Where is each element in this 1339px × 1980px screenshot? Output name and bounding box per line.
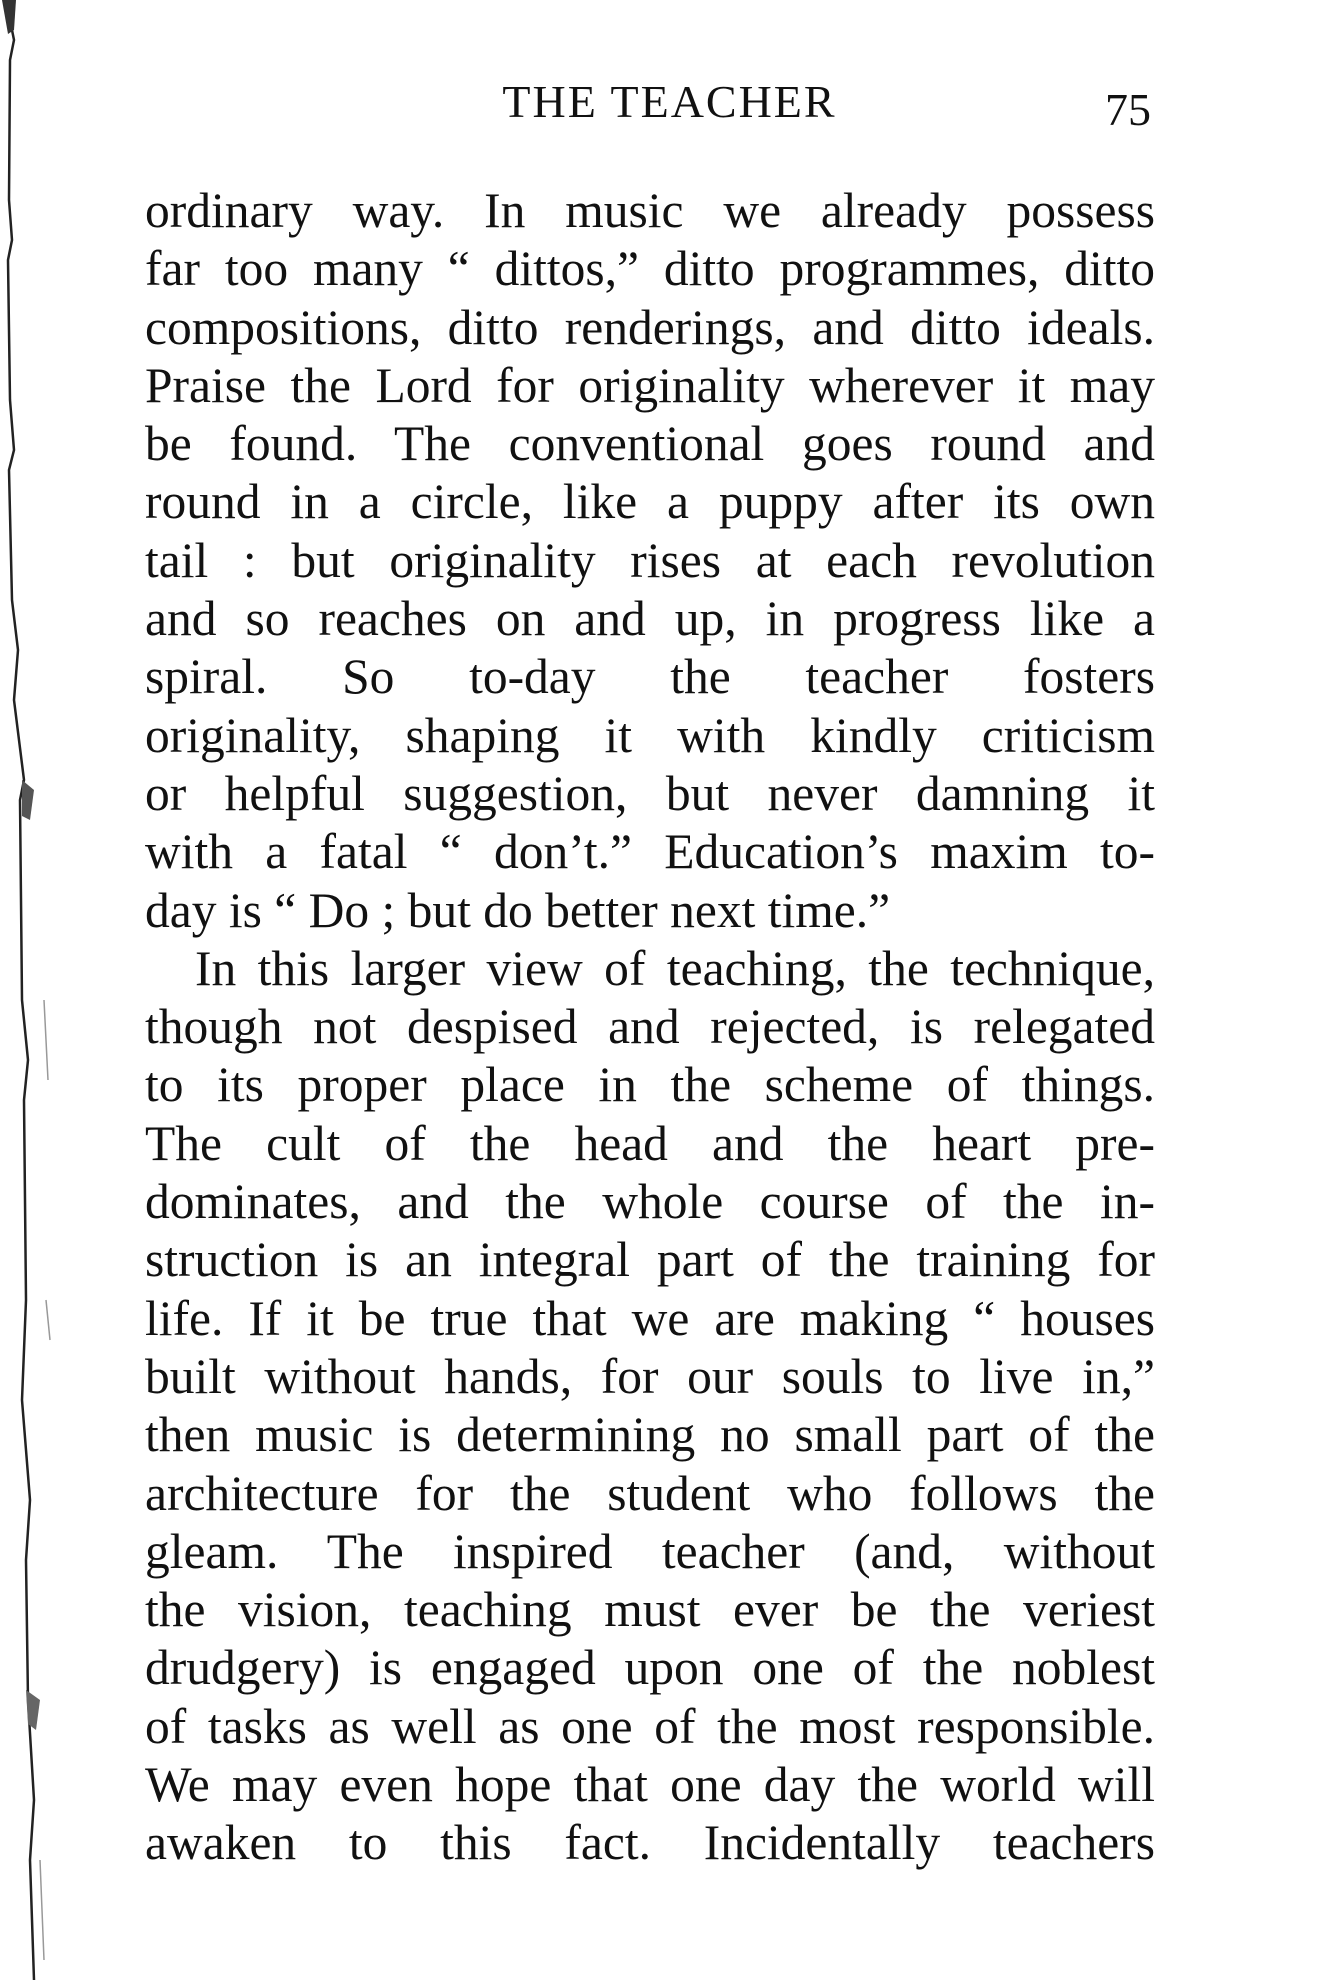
text-line: The cult of the head and the heart pre-	[145, 1115, 1155, 1171]
text-line: awaken to this fact. Incidentally teachers	[145, 1815, 1155, 1871]
body-text	[145, 182, 1155, 1873]
text-line: tail : but originality rises at each revolution	[145, 532, 1155, 588]
text-line: though not despised and rejected, is relegated	[145, 999, 1155, 1055]
text-line: be found. The conventional goes round and	[145, 416, 1155, 472]
text-line: dominates, and the whole course of the in-	[145, 1174, 1155, 1230]
paragraph-1	[145, 182, 1155, 940]
paragraph-2	[145, 940, 1155, 1873]
page-number: 75	[1105, 84, 1151, 135]
text-line: Praise the Lord for originality wherever it may	[145, 357, 1155, 413]
text-line: compositions, ditto renderings, and ditto ideals.	[145, 299, 1155, 355]
text-line: built without hands, for our souls to live in,”	[145, 1348, 1155, 1404]
text-line: and so reaches on and up, in progress like a	[145, 591, 1155, 647]
text-line: the vision, teaching must ever be the veriest	[145, 1582, 1155, 1638]
text-line: In this larger view of teaching, the technique,	[195, 940, 1155, 996]
text-line: or helpful suggestion, but never damning it	[145, 765, 1155, 821]
text-line: originality, shaping it with kindly criticism	[145, 707, 1155, 763]
text-line: architecture for the student who follows the	[145, 1465, 1155, 1521]
text-line: round in a circle, like a puppy after its own	[145, 474, 1155, 530]
text-line: ordinary way. In music we already possess	[145, 183, 1155, 238]
text-line: of tasks as well as one of the most responsible.	[145, 1698, 1155, 1754]
text-line: then music is determining no small part of the	[145, 1407, 1155, 1463]
text-line: day is “ Do ; but do better next time.”	[145, 882, 891, 938]
text-line: to its proper place in the scheme of things.	[145, 1057, 1155, 1113]
text-line: life. If it be true that we are making “ houses	[145, 1290, 1155, 1346]
binding-edge-shadow	[0, 0, 80, 1980]
running-title: THE TEACHER	[502, 76, 837, 127]
text-line: drudgery) is engaged upon one of the noblest	[145, 1640, 1155, 1696]
text-line: with a fatal “ don’t.” Education’s maxim to-	[145, 824, 1155, 880]
text-line: spiral. So to-day the teacher fosters	[145, 649, 1155, 705]
text-line: far too many “ dittos,” ditto programmes, ditto	[145, 241, 1155, 297]
text-line: We may even hope that one day the world will	[145, 1757, 1155, 1813]
text-line: struction is an integral part of the training for	[145, 1232, 1155, 1288]
text-line: gleam. The inspired teacher (and, without	[145, 1523, 1155, 1579]
